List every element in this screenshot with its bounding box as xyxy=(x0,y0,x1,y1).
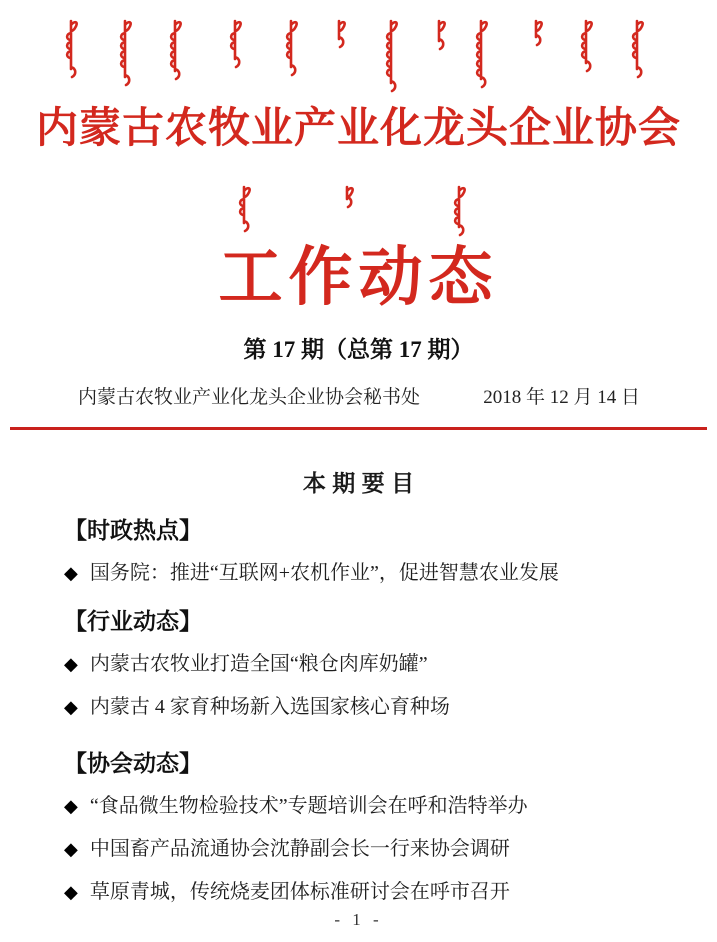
toc-item xyxy=(64,793,657,820)
mongolian-script-row-middle xyxy=(0,184,717,244)
toc-item xyxy=(64,879,657,906)
toc-section-association xyxy=(64,749,657,906)
issue-number: 第 17 期（总第 17 期） xyxy=(243,337,474,362)
section-header: 【时政热点】 xyxy=(64,517,202,543)
toc-sections xyxy=(0,516,717,906)
red-divider-rule xyxy=(10,427,707,430)
toc-section-politics xyxy=(64,516,657,587)
toc-item xyxy=(64,694,657,721)
page-number: - 1 - xyxy=(334,910,383,929)
diamond-bullet-icon: ◆ xyxy=(64,882,78,903)
toc-item xyxy=(64,836,657,863)
toc-item-text: “食品微生物检验技术”专题培训会在呼和浩特举办 xyxy=(89,795,528,817)
section-header: 【行业动态】 xyxy=(64,608,202,634)
section-header: 【协会动态】 xyxy=(64,750,202,776)
diamond-bullet-icon: ◆ xyxy=(64,796,78,817)
toc-item xyxy=(64,560,657,587)
diamond-bullet-icon: ◆ xyxy=(64,654,78,675)
diamond-bullet-icon: ◆ xyxy=(64,839,78,860)
toc-item-text: 内蒙古 4 家育种场新入选国家核心育种场 xyxy=(89,696,450,718)
toc-title: 本 期 要 目 xyxy=(302,470,415,496)
diamond-bullet-icon: ◆ xyxy=(64,563,78,584)
toc-item-text: 草原青城，传统烧麦团体标准研讨会在呼市召开 xyxy=(89,881,510,903)
toc-item xyxy=(64,651,657,678)
toc-item-text: 内蒙古农牧业打造全国“粮仓肉库奶罐” xyxy=(89,653,428,675)
meta-row xyxy=(0,386,717,410)
publisher-name: 内蒙古农牧业产业化龙头企业协会秘书处 xyxy=(78,387,421,408)
bulletin-title: 工作动态 xyxy=(218,242,499,313)
organization-title: 内蒙古农牧业产业化龙头企业协会 xyxy=(35,106,681,152)
toc-item-text: 国务院：推进“互联网+农机作业”，促进智慧农业发展 xyxy=(89,562,559,584)
diamond-bullet-icon: ◆ xyxy=(64,697,78,718)
toc-item-text: 中国畜产品流通协会沈静副会长一行来协会调研 xyxy=(89,838,510,860)
publish-date: 2018 年 12 月 14 日 xyxy=(483,387,640,408)
toc-section-industry xyxy=(64,607,657,721)
